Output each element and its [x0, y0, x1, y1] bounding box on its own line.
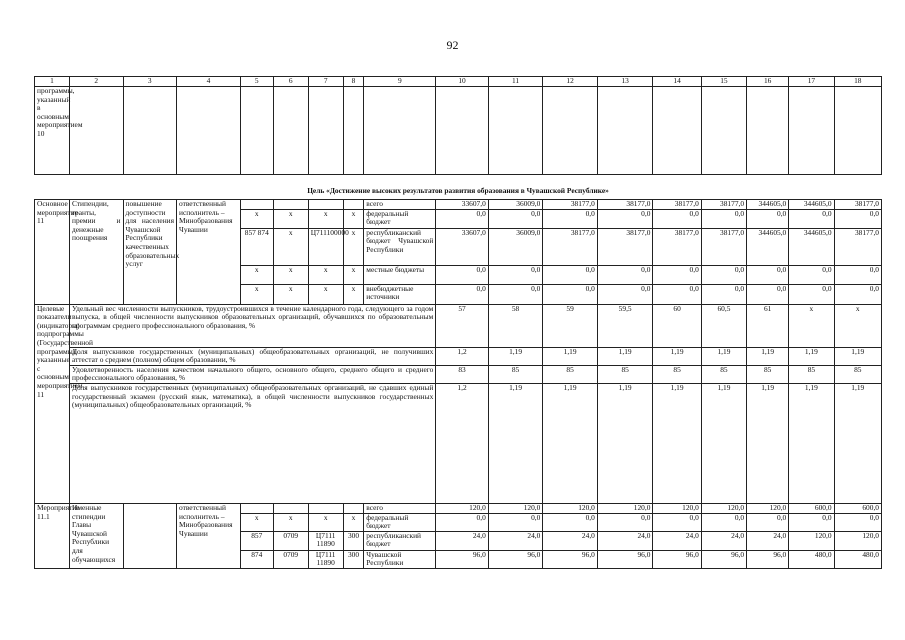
indicator-value: 1,19	[834, 347, 881, 365]
funding-source: федеральный бюджет	[364, 209, 436, 228]
table-cell	[543, 87, 598, 175]
amount-cell: 0,0	[747, 209, 789, 228]
amount-cell: 600,0	[834, 503, 881, 513]
activity-description: Стипендии, гранты, премии и денежные поощрения	[69, 200, 123, 305]
budget-code: x	[308, 513, 343, 531]
indicator-value: 1,19	[747, 347, 789, 365]
amount-cell: 24,0	[436, 531, 488, 550]
budget-code: x	[240, 209, 273, 228]
amount-cell: 0,0	[436, 284, 488, 304]
amount-cell: 0,0	[747, 284, 789, 304]
indicator-value: 1,19	[789, 383, 834, 503]
amount-cell: 38177,0	[543, 200, 598, 210]
amount-cell: 24,0	[597, 531, 653, 550]
header-cell: 4	[177, 77, 241, 87]
table-cell	[343, 87, 364, 175]
indicator-value: 83	[436, 365, 488, 383]
table-cell	[240, 87, 273, 175]
table-row	[35, 87, 882, 175]
header-cell: 13	[597, 77, 653, 87]
activity-goal	[123, 503, 177, 568]
indicator-value: 1,19	[701, 383, 746, 503]
header-cell: 5	[240, 77, 273, 87]
budget-code	[308, 200, 343, 210]
amount-cell: 38177,0	[701, 200, 746, 210]
amount-cell: 0,0	[701, 284, 746, 304]
indicator-value: 1,19	[701, 347, 746, 365]
amount-cell: 0,0	[597, 265, 653, 284]
indicator-value: 1,2	[436, 347, 488, 365]
header-cell: 9	[364, 77, 436, 87]
table-row	[35, 200, 882, 210]
budget-code	[343, 503, 364, 513]
indicator-value: x	[789, 304, 834, 347]
header-cell: 12	[543, 77, 598, 87]
amount-cell: 0,0	[597, 284, 653, 304]
header-cell: 6	[273, 77, 308, 87]
amount-cell: 480,0	[834, 550, 881, 568]
activity-description: Именные стипендии Главы Чувашской Республики для обучающихся	[69, 503, 123, 568]
amount-cell: 344605,0	[747, 228, 789, 265]
amount-cell: 24,0	[701, 531, 746, 550]
amount-cell: 0,0	[789, 209, 834, 228]
amount-cell: 36009,0	[488, 228, 543, 265]
budget-code: 300	[343, 531, 364, 550]
budget-code	[240, 503, 273, 513]
amount-cell: 96,0	[543, 550, 598, 568]
program-table	[34, 76, 882, 569]
amount-cell: 0,0	[834, 265, 881, 284]
budget-code: x	[308, 209, 343, 228]
budget-code	[308, 503, 343, 513]
amount-cell: 120,0	[436, 503, 488, 513]
amount-cell: 0,0	[543, 265, 598, 284]
budget-code: x	[240, 265, 273, 284]
amount-cell: 600,0	[789, 503, 834, 513]
table-cell	[123, 87, 177, 175]
indicator-value: 1,19	[488, 383, 543, 503]
indicator-value: x	[834, 304, 881, 347]
amount-cell: 38177,0	[701, 228, 746, 265]
budget-code: x	[273, 265, 308, 284]
budget-code: 0709	[273, 531, 308, 550]
header-cell: 3	[123, 77, 177, 87]
indicator-text: Доля выпускников государственных (муниципальных) общеобразовательных организаций, не сдавших единый государственный экзамен (русский язык, математика), в общей численности выпускников государственных (муниципальных) общеобразовательных организаций, %	[69, 383, 435, 503]
indicators-label: Целевые показатели (индикаторы) подпрограммы (Государственной программы), указанные с основным мероприятием 11	[35, 304, 70, 503]
budget-code	[343, 200, 364, 210]
amount-cell: 38177,0	[597, 228, 653, 265]
indicator-value: 85	[747, 365, 789, 383]
table-cell	[308, 87, 343, 175]
indicator-row	[35, 304, 882, 347]
amount-cell: 120,0	[597, 503, 653, 513]
table-cell	[597, 87, 653, 175]
table-cell	[177, 87, 241, 175]
budget-code: x	[343, 228, 364, 265]
amount-cell: 96,0	[701, 550, 746, 568]
amount-cell: 480,0	[789, 550, 834, 568]
amount-cell: 120,0	[701, 503, 746, 513]
indicator-value: 1,2	[436, 383, 488, 503]
indicator-value: 1,19	[834, 383, 881, 503]
header-cell: 16	[747, 77, 789, 87]
page-number: 92	[446, 38, 459, 52]
funding-source: всего	[364, 503, 436, 513]
amount-cell: 24,0	[543, 531, 598, 550]
amount-cell: 36009,0	[488, 200, 543, 210]
table-cell	[69, 87, 123, 175]
header-cell: 17	[789, 77, 834, 87]
table-cell	[653, 87, 701, 175]
amount-cell: 0,0	[436, 209, 488, 228]
indicator-value: 1,19	[653, 383, 701, 503]
indicator-value: 85	[543, 365, 598, 383]
indicator-value: 1,19	[653, 347, 701, 365]
indicator-value: 85	[488, 365, 543, 383]
amount-cell: 33607,0	[436, 228, 488, 265]
funding-source: федеральный бюджет	[364, 513, 436, 531]
budget-code: x	[273, 284, 308, 304]
indicator-text: Доля выпускников государственных (муниципальных) общеобразовательных организаций, не получивших аттестат о среднем (полном) общем образовании, %	[69, 347, 435, 365]
table-cell	[747, 87, 789, 175]
table-cell	[273, 87, 308, 175]
indicator-value: 1,19	[747, 383, 789, 503]
header-cell: 11	[488, 77, 543, 87]
budget-code: x	[308, 284, 343, 304]
indicator-value: 1,19	[597, 347, 653, 365]
header-cell: 2	[69, 77, 123, 87]
gap-row	[35, 175, 882, 184]
indicator-value: 1,19	[488, 347, 543, 365]
indicator-value: 85	[597, 365, 653, 383]
funding-source: всего	[364, 200, 436, 210]
budget-code: 300	[343, 550, 364, 568]
table-cell	[834, 87, 881, 175]
header-row	[35, 77, 882, 87]
indicator-value: 59	[543, 304, 598, 347]
header-cell: 10	[436, 77, 488, 87]
amount-cell: 24,0	[653, 531, 701, 550]
indicator-value: 59,5	[597, 304, 653, 347]
budget-code	[273, 503, 308, 513]
amount-cell: 96,0	[597, 550, 653, 568]
indicator-value: 1,19	[543, 347, 598, 365]
spacer	[35, 175, 882, 184]
indicator-value: 57	[436, 304, 488, 347]
table-cell	[436, 87, 488, 175]
amount-cell: 0,0	[543, 513, 598, 531]
amount-cell: 38177,0	[653, 200, 701, 210]
funding-source: Чувашской Республики	[364, 550, 436, 568]
amount-cell: 38177,0	[597, 200, 653, 210]
amount-cell: 0,0	[597, 513, 653, 531]
amount-cell: 120,0	[488, 503, 543, 513]
amount-cell: 0,0	[834, 209, 881, 228]
amount-cell: 0,0	[653, 265, 701, 284]
activity-executor: ответственный исполнитель – Минобразования Чувашии	[177, 503, 241, 568]
amount-cell: 38177,0	[543, 228, 598, 265]
budget-code: x	[273, 228, 308, 265]
amount-cell: 0,0	[488, 284, 543, 304]
table-cell	[789, 87, 834, 175]
amount-cell: 344605,0	[747, 200, 789, 210]
budget-code: 857 874	[240, 228, 273, 265]
indicator-value: 1,19	[543, 383, 598, 503]
amount-cell: 24,0	[747, 531, 789, 550]
table-cell	[364, 87, 436, 175]
funding-source: внебюджетные источники	[364, 284, 436, 304]
amount-cell: 0,0	[747, 265, 789, 284]
budget-code: Ц7111 11890	[308, 531, 343, 550]
amount-cell: 0,0	[543, 209, 598, 228]
header-cell: 15	[701, 77, 746, 87]
activity-goal: повышение доступности для населения Чувашской Республики качественных образовательных услуг	[123, 200, 177, 305]
amount-cell: 0,0	[653, 284, 701, 304]
budget-code	[273, 200, 308, 210]
budget-code: x	[273, 513, 308, 531]
budget-code: x	[308, 265, 343, 284]
amount-cell: 38177,0	[653, 228, 701, 265]
goal-row	[35, 183, 882, 200]
amount-cell: 0,0	[701, 513, 746, 531]
amount-cell: 96,0	[653, 550, 701, 568]
amount-cell: 38177,0	[834, 228, 881, 265]
table-cell	[701, 87, 746, 175]
indicator-value: 85	[834, 365, 881, 383]
table-row	[35, 503, 882, 513]
budget-code: 857	[240, 531, 273, 550]
amount-cell: 0,0	[789, 513, 834, 531]
amount-cell: 0,0	[653, 209, 701, 228]
indicator-value: 60,5	[701, 304, 746, 347]
budget-code: x	[240, 284, 273, 304]
budget-code: Ц7111 11890	[308, 550, 343, 568]
budget-code: x	[343, 265, 364, 284]
indicator-value: 85	[701, 365, 746, 383]
indicator-value: 85	[653, 365, 701, 383]
amount-cell: 96,0	[488, 550, 543, 568]
budget-code: 874	[240, 550, 273, 568]
amount-cell: 24,0	[488, 531, 543, 550]
indicator-value: 61	[747, 304, 789, 347]
indicator-row	[35, 365, 882, 383]
amount-cell: 0,0	[436, 513, 488, 531]
amount-cell: 0,0	[488, 265, 543, 284]
amount-cell: 0,0	[789, 265, 834, 284]
amount-cell: 0,0	[543, 284, 598, 304]
amount-cell: 96,0	[747, 550, 789, 568]
funding-source: местные бюджеты	[364, 265, 436, 284]
amount-cell: 120,0	[543, 503, 598, 513]
budget-code: x	[343, 513, 364, 531]
amount-cell: 344605,0	[789, 200, 834, 210]
indicator-value: 1,19	[597, 383, 653, 503]
amount-cell: 120,0	[747, 503, 789, 513]
indicator-row	[35, 347, 882, 365]
amount-cell: 120,0	[834, 531, 881, 550]
budget-code: x	[343, 284, 364, 304]
budget-code	[240, 200, 273, 210]
amount-cell: 0,0	[789, 284, 834, 304]
header-cell: 7	[308, 77, 343, 87]
amount-cell: 120,0	[789, 531, 834, 550]
budget-code: x	[240, 513, 273, 531]
amount-cell: 33607,0	[436, 200, 488, 210]
amount-cell: 0,0	[701, 265, 746, 284]
amount-cell: 0,0	[834, 513, 881, 531]
amount-cell: 38177,0	[834, 200, 881, 210]
amount-cell: 344605,0	[789, 228, 834, 265]
amount-cell: 0,0	[436, 265, 488, 284]
indicator-value: 1,19	[789, 347, 834, 365]
budget-code: Ц711100000	[308, 228, 343, 265]
indicator-value: 85	[789, 365, 834, 383]
activity-executor: ответственный исполнитель – Минобразования Чувашии	[177, 200, 241, 305]
header-cell: 14	[653, 77, 701, 87]
amount-cell: 0,0	[488, 513, 543, 531]
indicator-text: Удельный вес численности выпускников, трудоустроившихся в течение календарного года, следующего за годом выпуска, в общей численности выпускников образовательных организаций, обучавшихся по образовательным программам среднего профессионального образования, %	[69, 304, 435, 347]
header-cell: 8	[343, 77, 364, 87]
indicator-text: Удовлетворенность населения качеством начального общего, основного общего, среднего общего и среднего профессионального образования, %	[69, 365, 435, 383]
funding-source: республиканский бюджет Чувашской Республики	[364, 228, 436, 265]
activity-name: Основное мероприятие 11	[35, 200, 70, 305]
row-name: программы, указанный в основным мероприятием 10	[35, 87, 70, 175]
goal-title: Цель «Достижение высоких результатов развития образования в Чувашской Республике»	[35, 183, 882, 200]
indicator-value: 60	[653, 304, 701, 347]
amount-cell: 0,0	[834, 284, 881, 304]
amount-cell: 120,0	[653, 503, 701, 513]
budget-code: 0709	[273, 550, 308, 568]
budget-code: x	[273, 209, 308, 228]
activity-name: Мероприятие 11.1	[35, 503, 70, 568]
funding-source: республиканский бюджет	[364, 531, 436, 550]
indicator-value: 58	[488, 304, 543, 347]
amount-cell: 0,0	[597, 209, 653, 228]
indicator-row	[35, 383, 882, 503]
budget-code: x	[343, 209, 364, 228]
amount-cell: 0,0	[488, 209, 543, 228]
header-cell: 18	[834, 77, 881, 87]
table-cell	[488, 87, 543, 175]
header-cell: 1	[35, 77, 70, 87]
amount-cell: 96,0	[436, 550, 488, 568]
amount-cell: 0,0	[747, 513, 789, 531]
amount-cell: 0,0	[653, 513, 701, 531]
amount-cell: 0,0	[701, 209, 746, 228]
